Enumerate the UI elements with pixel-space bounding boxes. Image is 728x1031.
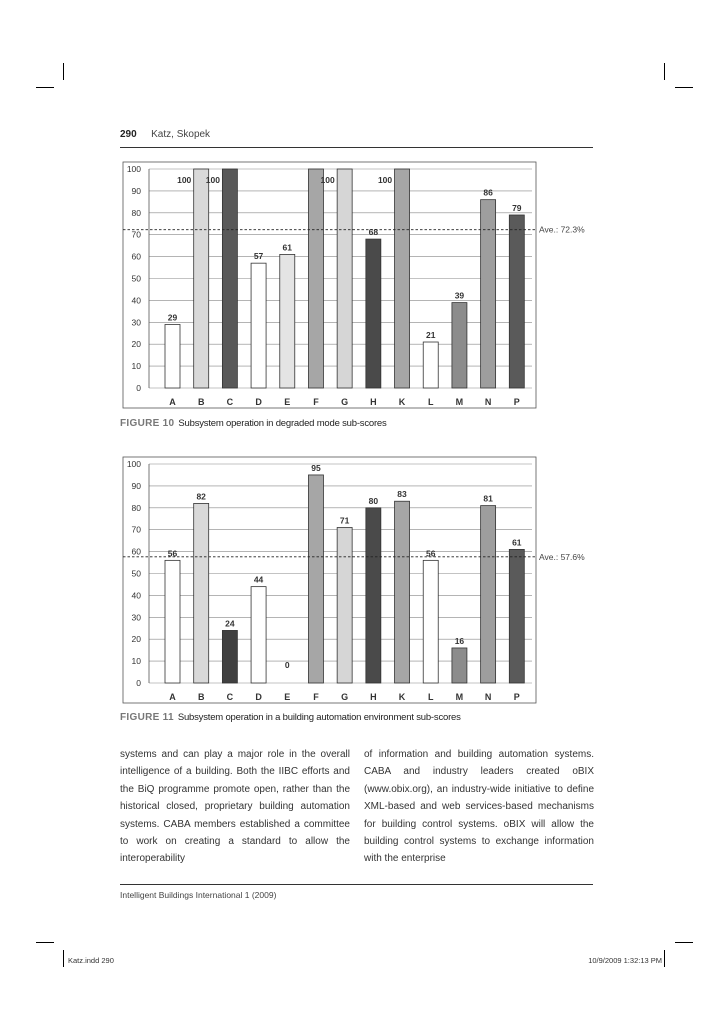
crop-mark [675, 942, 693, 943]
bar-value-label: 79 [512, 202, 522, 213]
bar-value-label: 86 [483, 187, 493, 198]
figure-11-caption-text: Subsystem operation in a building automation environment sub-scores [177, 712, 461, 723]
header-rule [120, 147, 593, 148]
y-tick-label: 40 [131, 295, 141, 306]
x-tick-label: P [513, 692, 520, 702]
bar-value-label: 29 [167, 312, 178, 323]
bar-D [251, 263, 266, 388]
figure-11-label: FIGURE 11 [120, 712, 174, 723]
bar-value-label: 39 [454, 290, 465, 301]
x-tick-label: F [313, 397, 319, 407]
figure-11-caption [120, 712, 461, 723]
y-tick-label: 80 [131, 207, 141, 218]
body-column-left: systems and can play a major role in the overall intelligence of a building. Both the IIBC efforts and the BiQ programme promote open, rather than the historical closed, proprietary building automation systems. CABA members established a committee to work on creating a standard to allow the interoperability [120, 749, 350, 865]
bar-value-label: 16 [454, 635, 465, 646]
figure-11-chart [115, 455, 595, 705]
x-tick-label: D [255, 397, 262, 407]
x-tick-label: K [398, 397, 406, 407]
y-tick-label: 30 [131, 612, 141, 623]
figure-10-label: FIGURE 10 [120, 418, 175, 429]
crop-mark [63, 950, 64, 967]
bar-value-label: 80 [368, 495, 379, 506]
x-tick-label: K [398, 692, 406, 702]
bar-M [452, 303, 467, 388]
y-tick-label: 30 [131, 317, 141, 328]
y-tick-label: 0 [136, 678, 141, 688]
bar-A [165, 560, 180, 683]
y-tick-label: 20 [131, 634, 141, 645]
bar-N [481, 200, 496, 388]
x-tick-label: C [226, 692, 234, 702]
figure-10-caption-text: Subsystem operation in degraded mode sub-scores [178, 418, 387, 429]
bar-C [222, 630, 237, 683]
bar-value-label: 100 [205, 175, 220, 185]
y-tick-label: 90 [131, 185, 141, 196]
x-tick-label: N [484, 692, 492, 702]
bar-G [337, 528, 352, 683]
x-tick-label: L [427, 397, 434, 407]
journal-footer: Intelligent Buildings International 1 (2009) [120, 890, 277, 900]
figure-10-caption [120, 418, 387, 429]
x-tick-label: P [513, 397, 520, 407]
y-tick-label: 40 [131, 590, 141, 601]
chart-frame [123, 162, 536, 408]
y-tick-label: 70 [131, 229, 141, 240]
bar-value-label: 24 [225, 618, 235, 629]
bar-value-label: 68 [368, 227, 379, 238]
bar-P [509, 215, 524, 388]
x-tick-label: H [370, 397, 377, 407]
x-tick-label: B [197, 397, 205, 407]
y-tick-label: 100 [126, 164, 141, 174]
crop-mark [664, 63, 665, 80]
bar-D [251, 587, 266, 683]
bar-value-label: 100 [177, 175, 192, 185]
average-label: Ave.: 57.6% [539, 551, 585, 562]
bar-B [194, 503, 209, 683]
y-tick-label: 60 [131, 546, 141, 557]
x-tick-label: H [370, 692, 377, 702]
bar-L [423, 342, 438, 388]
crop-mark [36, 942, 54, 943]
bar-H [366, 239, 381, 388]
y-tick-label: 20 [131, 339, 141, 350]
x-tick-label: G [341, 692, 349, 702]
crop-mark [36, 87, 54, 88]
y-tick-label: 70 [131, 524, 141, 535]
slug-file: Katz.indd 290 [68, 956, 114, 965]
x-tick-label: F [313, 692, 319, 702]
bar-B [194, 169, 209, 388]
x-tick-label: A [169, 397, 176, 407]
y-tick-label: 100 [126, 459, 141, 469]
x-tick-label: B [197, 692, 205, 702]
x-tick-label: N [484, 397, 492, 407]
x-tick-label: G [341, 397, 349, 407]
x-tick-label: M [455, 692, 464, 702]
bar-E [280, 254, 295, 388]
bar-value-label: 71 [339, 515, 350, 526]
chart-frame [123, 457, 536, 703]
x-tick-label: D [255, 692, 262, 702]
body-column-right: of information and building automation systems. CABA and industry leaders created oBIX (www.obix.org), an industry-wide initiative to define XML-based and web services-based mechanisms for building control systems. oBIX will allow the building control systems to exchange information with the enterprise [364, 749, 594, 865]
bar-value-label: 100 [377, 175, 393, 185]
bar-A [165, 324, 180, 388]
bar-C [222, 169, 237, 388]
y-tick-label: 0 [136, 383, 141, 393]
y-tick-label: 90 [131, 480, 141, 491]
y-tick-label: 60 [131, 251, 141, 262]
slug-datetime: 10/9/2009 1:32:13 PM [588, 956, 662, 965]
bar-value-label: 81 [483, 493, 493, 504]
crop-mark [664, 950, 665, 967]
bar-value-label: 82 [196, 491, 206, 502]
x-tick-label: L [427, 692, 434, 702]
bar-P [509, 549, 524, 683]
bar-value-label: 61 [512, 537, 522, 548]
bar-value-label: 21 [425, 330, 436, 341]
bar-F [308, 475, 323, 683]
x-tick-label: M [455, 397, 464, 407]
bar-value-label: 56 [425, 548, 436, 559]
bar-value-label: 95 [311, 462, 321, 473]
bar-N [481, 506, 496, 683]
bar-value-label: 61 [282, 242, 293, 253]
running-header [120, 124, 210, 142]
bar-G [337, 169, 352, 388]
page-number: 290 [120, 129, 137, 140]
footer-rule [120, 884, 593, 885]
crop-mark [63, 63, 64, 80]
y-tick-label: 50 [131, 273, 141, 284]
bar-H [366, 508, 381, 683]
bar-value-label: 0 [284, 660, 290, 670]
y-tick-label: 10 [131, 656, 141, 667]
y-tick-label: 50 [131, 568, 141, 579]
bar-value-label: 83 [397, 489, 407, 500]
x-tick-label: E [284, 692, 291, 702]
bar-value-label: 44 [253, 574, 264, 585]
average-label: Ave.: 72.3% [539, 224, 585, 235]
x-tick-label: A [169, 692, 176, 702]
y-tick-label: 10 [131, 361, 141, 372]
bar-K [395, 501, 410, 683]
bar-M [452, 648, 467, 683]
bar-value-label: 100 [320, 175, 335, 185]
running-authors: Katz, Skopek [151, 129, 211, 140]
bar-value-label: 57 [253, 251, 264, 262]
x-tick-label: C [226, 397, 234, 407]
bar-K [395, 169, 410, 388]
x-tick-label: E [284, 397, 291, 407]
crop-mark [675, 87, 693, 88]
y-tick-label: 80 [131, 502, 141, 513]
bar-value-label: 56 [167, 548, 178, 559]
bar-F [308, 169, 323, 388]
bar-L [423, 560, 438, 683]
figure-10-chart [115, 160, 595, 410]
